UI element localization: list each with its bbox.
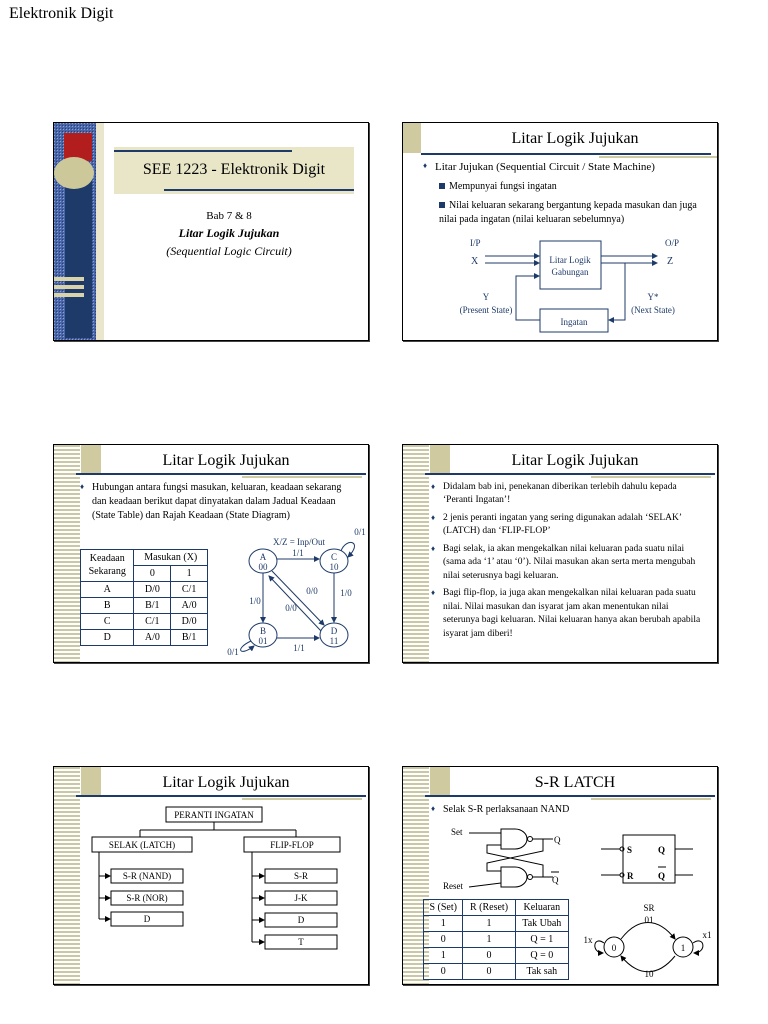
svg-text:S: S [627,845,633,855]
svg-text:00: 00 [258,562,268,572]
red-block [64,133,92,161]
x-label: X [471,256,479,267]
state-diagram [54,445,368,662]
y-label: Y [482,292,490,302]
col-input-0: 0 [134,566,171,582]
bullet: ♦ Litar Jujukan (Sequential Circuit / State Machine) [421,160,705,175]
page-header: Elektronik Digit [9,5,114,22]
svg-text:11: 11 [329,636,339,646]
op-label: O/P [665,238,680,248]
svg-text:1/0: 1/0 [249,596,261,606]
bullet: ♦ Bagi flip-flop, ia juga akan mengekalkan nilai keluaran pada suatu nilai. Nilai masukan dan isyarat jam akan menentukan nilai seterunya bagi keluaran. Nilai keluaran hanya akan berubah apabila isyarat jam diberi! [429,587,707,641]
state-title: SR [643,903,655,913]
chapter: Bab 7 & 8 [206,210,252,222]
svg-text:10: 10 [644,969,654,979]
ip-label: I/P [470,238,481,248]
box-line-2: Gabungan [551,267,589,277]
svg-text:R: R [627,871,634,881]
svg-text:Q: Q [658,871,666,881]
ff-item: S-R [293,871,309,881]
flipflop-label: FLIP-FLOP [270,840,314,850]
bullet-list [429,481,707,645]
slide-sequential-circuit [402,122,718,341]
col-present-state: Keadaan Sekarang [81,550,134,582]
course-title: SEE 1223 - Elektronik Digit [142,161,326,178]
svg-text:1: 1 [680,943,686,953]
slide-state-table [53,444,369,663]
table-row: 1 1 Tak Ubah [424,916,569,932]
block-diagram [403,123,717,340]
box-line-1: Litar Logik [549,255,591,265]
svg-text:01: 01 [258,636,268,646]
svg-text:10: 10 [329,562,339,572]
slide-title: S-R LATCH [534,774,616,791]
sub-bullet-2: Nilai keluaran sekarang bergantung kepada masukan dan juga nilai pada ingatan (nilai keluaran sebelumnya) [439,200,697,225]
slide-title: Litar Logik Jujukan [511,452,639,469]
sub-bullet-1: Mempunyai fungsi ingatan [439,181,557,192]
memory-label: Ingatan [560,317,588,327]
table-row: B B/1 A/0 [81,598,208,614]
col-input-1: 1 [171,566,208,582]
latch-label: SELAK (LATCH) [108,840,176,850]
table-row: D A/0 B/1 [81,630,208,646]
svg-text:01: 01 [644,915,654,925]
qbar-label: Q [552,875,559,885]
legend: X/Z = Inp/Out [272,537,326,547]
sr-truth-table: S (Set) R (Reset) Keluaran 1 1 Tak Ubah 0 1 Q = 1 1 0 Q = 0 0 0 Tak sah [423,899,569,980]
col-input: Masukan (X) [134,550,208,566]
bullet: ♦ Didalam bab ini, penekanan diberikan terlebih dahulu kepada ‘Peranti Ingatan’! [429,481,707,508]
bullet: ♦ Selak S-R perlaksanaan NAND [429,803,705,817]
table-row: 0 0 Tak sah [424,964,569,980]
present-state-label: (Present State) [459,305,513,315]
svg-text:Q: Q [658,845,666,855]
svg-text:0: 0 [611,943,617,953]
slide-title: Litar Logik Jujukan [162,452,290,469]
slide-sr-latch [402,766,718,985]
ystar-label: Y* [647,292,659,302]
svg-text:1x: 1x [583,935,593,945]
svg-text:1/1: 1/1 [292,548,304,558]
svg-text:0/1: 0/1 [227,647,239,657]
set-label: Set [451,827,463,837]
z-label: Z [667,256,674,267]
ff-item: D [297,915,305,925]
lecture-subtitle: (Sequential Logic Circuit) [166,244,292,258]
slide-title [53,122,369,341]
root-label: PERANTI INGATAN [174,810,254,820]
nand-gate-top [501,829,527,849]
reset-label: Reset [443,881,463,891]
svg-text:C: C [330,552,338,562]
nand-gate-bottom [501,867,527,887]
latch-item: D [143,914,151,924]
svg-text:1/1: 1/1 [293,643,305,653]
ff-item: J-K [294,893,308,903]
latch-item: S-R (NAND) [122,871,172,881]
table-row: 0 1 Q = 1 [424,932,569,948]
slide-title: Litar Logik Jujukan [511,130,639,147]
svg-text:B: B [259,626,267,636]
table-row: 1 0 Q = 0 [424,948,569,964]
svg-text:A: A [259,552,267,562]
bullet: ♦ 2 jenis peranti ingatan yang sering digunakan adalah ‘SELAK’ (LATCH) dan ‘FLIP-FLOP’ [429,512,707,539]
table-row: C C/1 D/0 [81,614,208,630]
slide-memory-devices [402,444,718,663]
slide-title: Litar Logik Jujukan [162,774,290,791]
lecture-title: Litar Logik Jujukan [178,226,280,240]
q-label: Q [554,835,561,845]
svg-text:0/0: 0/0 [306,586,318,596]
bullet: ♦ Bagi selak, ia akan mengekalkan nilai keluaran pada suatu nilai (sama ada ‘1’ atau ‘0’). Nilai masukan akan serta merta mengubah nilai seterusnya bagi keluaran. [429,543,707,583]
slide-memory-tree [53,766,369,985]
table-row: A D/0 C/1 [81,582,208,598]
latch-item: S-R (NOR) [126,893,168,903]
svg-text:D: D [330,626,338,636]
next-state-label: (Next State) [631,305,675,315]
navy-block [65,178,92,338]
logic-box [540,241,601,289]
beige-ellipse [54,157,94,189]
svg-text:1/0: 1/0 [340,588,352,598]
bullet: ♦ Hubungan antara fungsi masukan, keluaran, keadaan sekarang dan keadaan berikut dapat dinyatakan dalam Jadual Keadaan (State Table) dan Rajah Keadaan (State Diagram) [78,481,356,522]
svg-text:0/0: 0/0 [285,603,297,613]
svg-text:x1: x1 [702,930,712,940]
ff-item: T [298,937,304,947]
memory-tree-diagram [54,767,368,984]
svg-text:0/1: 0/1 [354,527,366,537]
